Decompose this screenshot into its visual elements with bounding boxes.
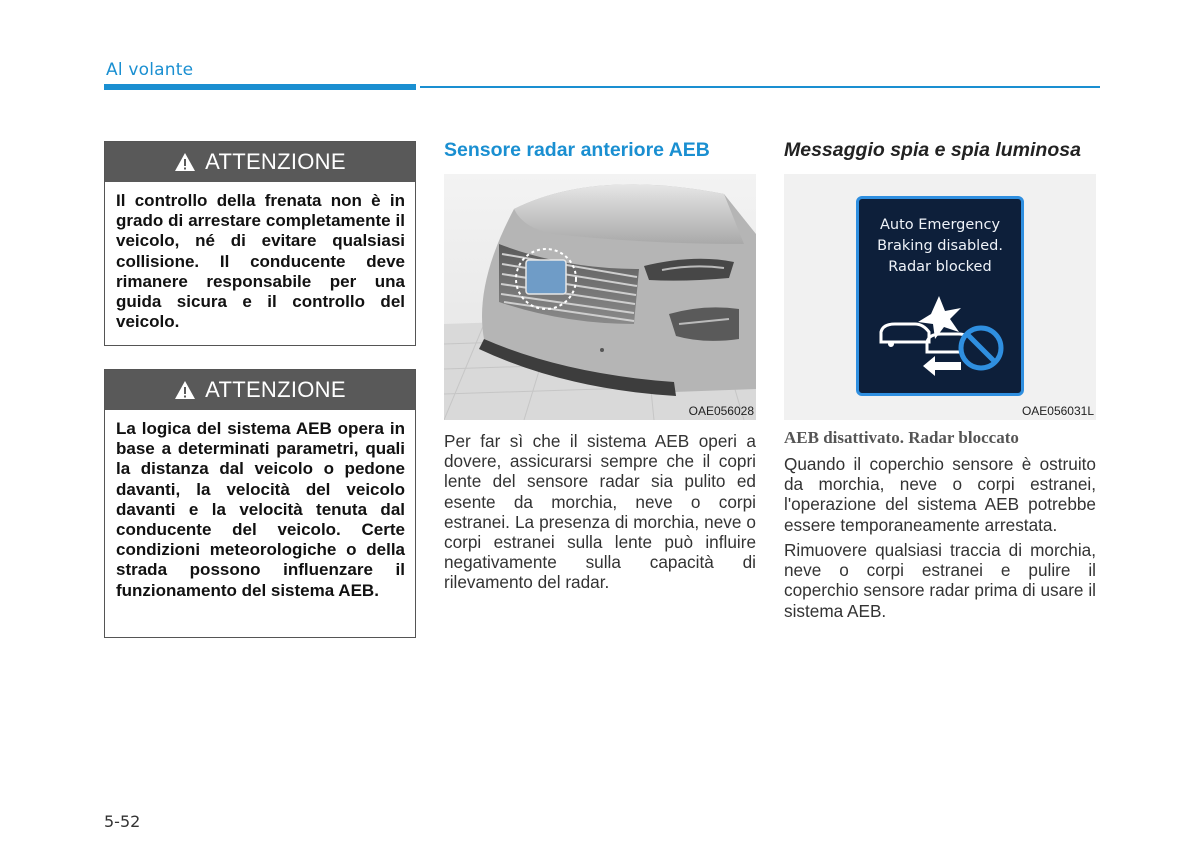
aeb-disabled-paragraph: Quando il coperchio sensore è ostruito da morchia, neve o corpi estranei, l'operazione del sistema AEB potrebbe essere temporaneamente arrestata.: [784, 454, 1096, 535]
warning-message-heading: Messaggio spia e spia luminosa: [784, 139, 1081, 161]
cluster-display: [856, 196, 1024, 396]
aeb-disabled-paragraph: Rimuovere qualsiasi traccia di morchia, neve o corpi estranei e pulire il coperchio sensore radar prima di usare il sistema AEB.: [784, 540, 1096, 621]
warning-label: ATTENZIONE: [205, 149, 346, 174]
warning-text: La logica del sistema AEB opera in base a determinati parametri, quali la distanza dal veicolo o pedone davanti, la velocità del veicolo davanti e la velocità tenuta dal conducente del veicolo. Certe condizioni meteorologiche o della strada possono influenzare il funzionamento del sistema AEB.: [116, 419, 405, 600]
radar-sensor-body: Per far sì che il sistema AEB operi a dovere, assicurarsi sempre che il copri lente del sensore radar sia pulito ed esente da morchia, neve o corpi estranei. La presenza di morchia, neve o corpi estranei sulla lente può influire negativamente sulla capacità di rilevamento del radar.: [444, 431, 756, 593]
figure-code: OAE056028: [688, 404, 754, 418]
page-number: 5-52: [104, 812, 141, 831]
radar-sensor-heading: Sensore radar anteriore AEB: [444, 139, 710, 161]
section-title: Al volante: [106, 60, 194, 80]
warning-box: [104, 141, 416, 346]
car-front-illustration: [444, 174, 756, 420]
figure-code: OAE056031L: [1021, 404, 1094, 418]
warning-header: [105, 142, 415, 182]
warning-header: [105, 370, 415, 410]
display-line: Radar blocked: [888, 259, 992, 275]
display-line: Auto Emergency: [879, 217, 1001, 233]
aeb-disabled-subheading: AEB disattivato. Radar bloccato: [784, 428, 1019, 447]
warning-text: Il controllo della frenata non è in grado di arrestare completamente il veicolo, né di evitare qualsiasi collisione. Il conducente deve rimanere responsabile per una guida sicura e il controllo del veicolo.: [116, 191, 405, 332]
cluster-message-figure: [784, 174, 1096, 420]
warning-triangle-icon: [174, 152, 196, 172]
aeb-radar-blocked-icon: [873, 294, 1009, 382]
warning-triangle-icon: [174, 380, 196, 400]
header-rule-thick: [104, 84, 416, 90]
display-line: Braking disabled.: [877, 238, 1003, 254]
car-front-figure: [444, 174, 756, 420]
header-rule-thin: [420, 86, 1100, 88]
warning-box: [104, 369, 416, 638]
warning-label: ATTENZIONE: [205, 377, 346, 402]
